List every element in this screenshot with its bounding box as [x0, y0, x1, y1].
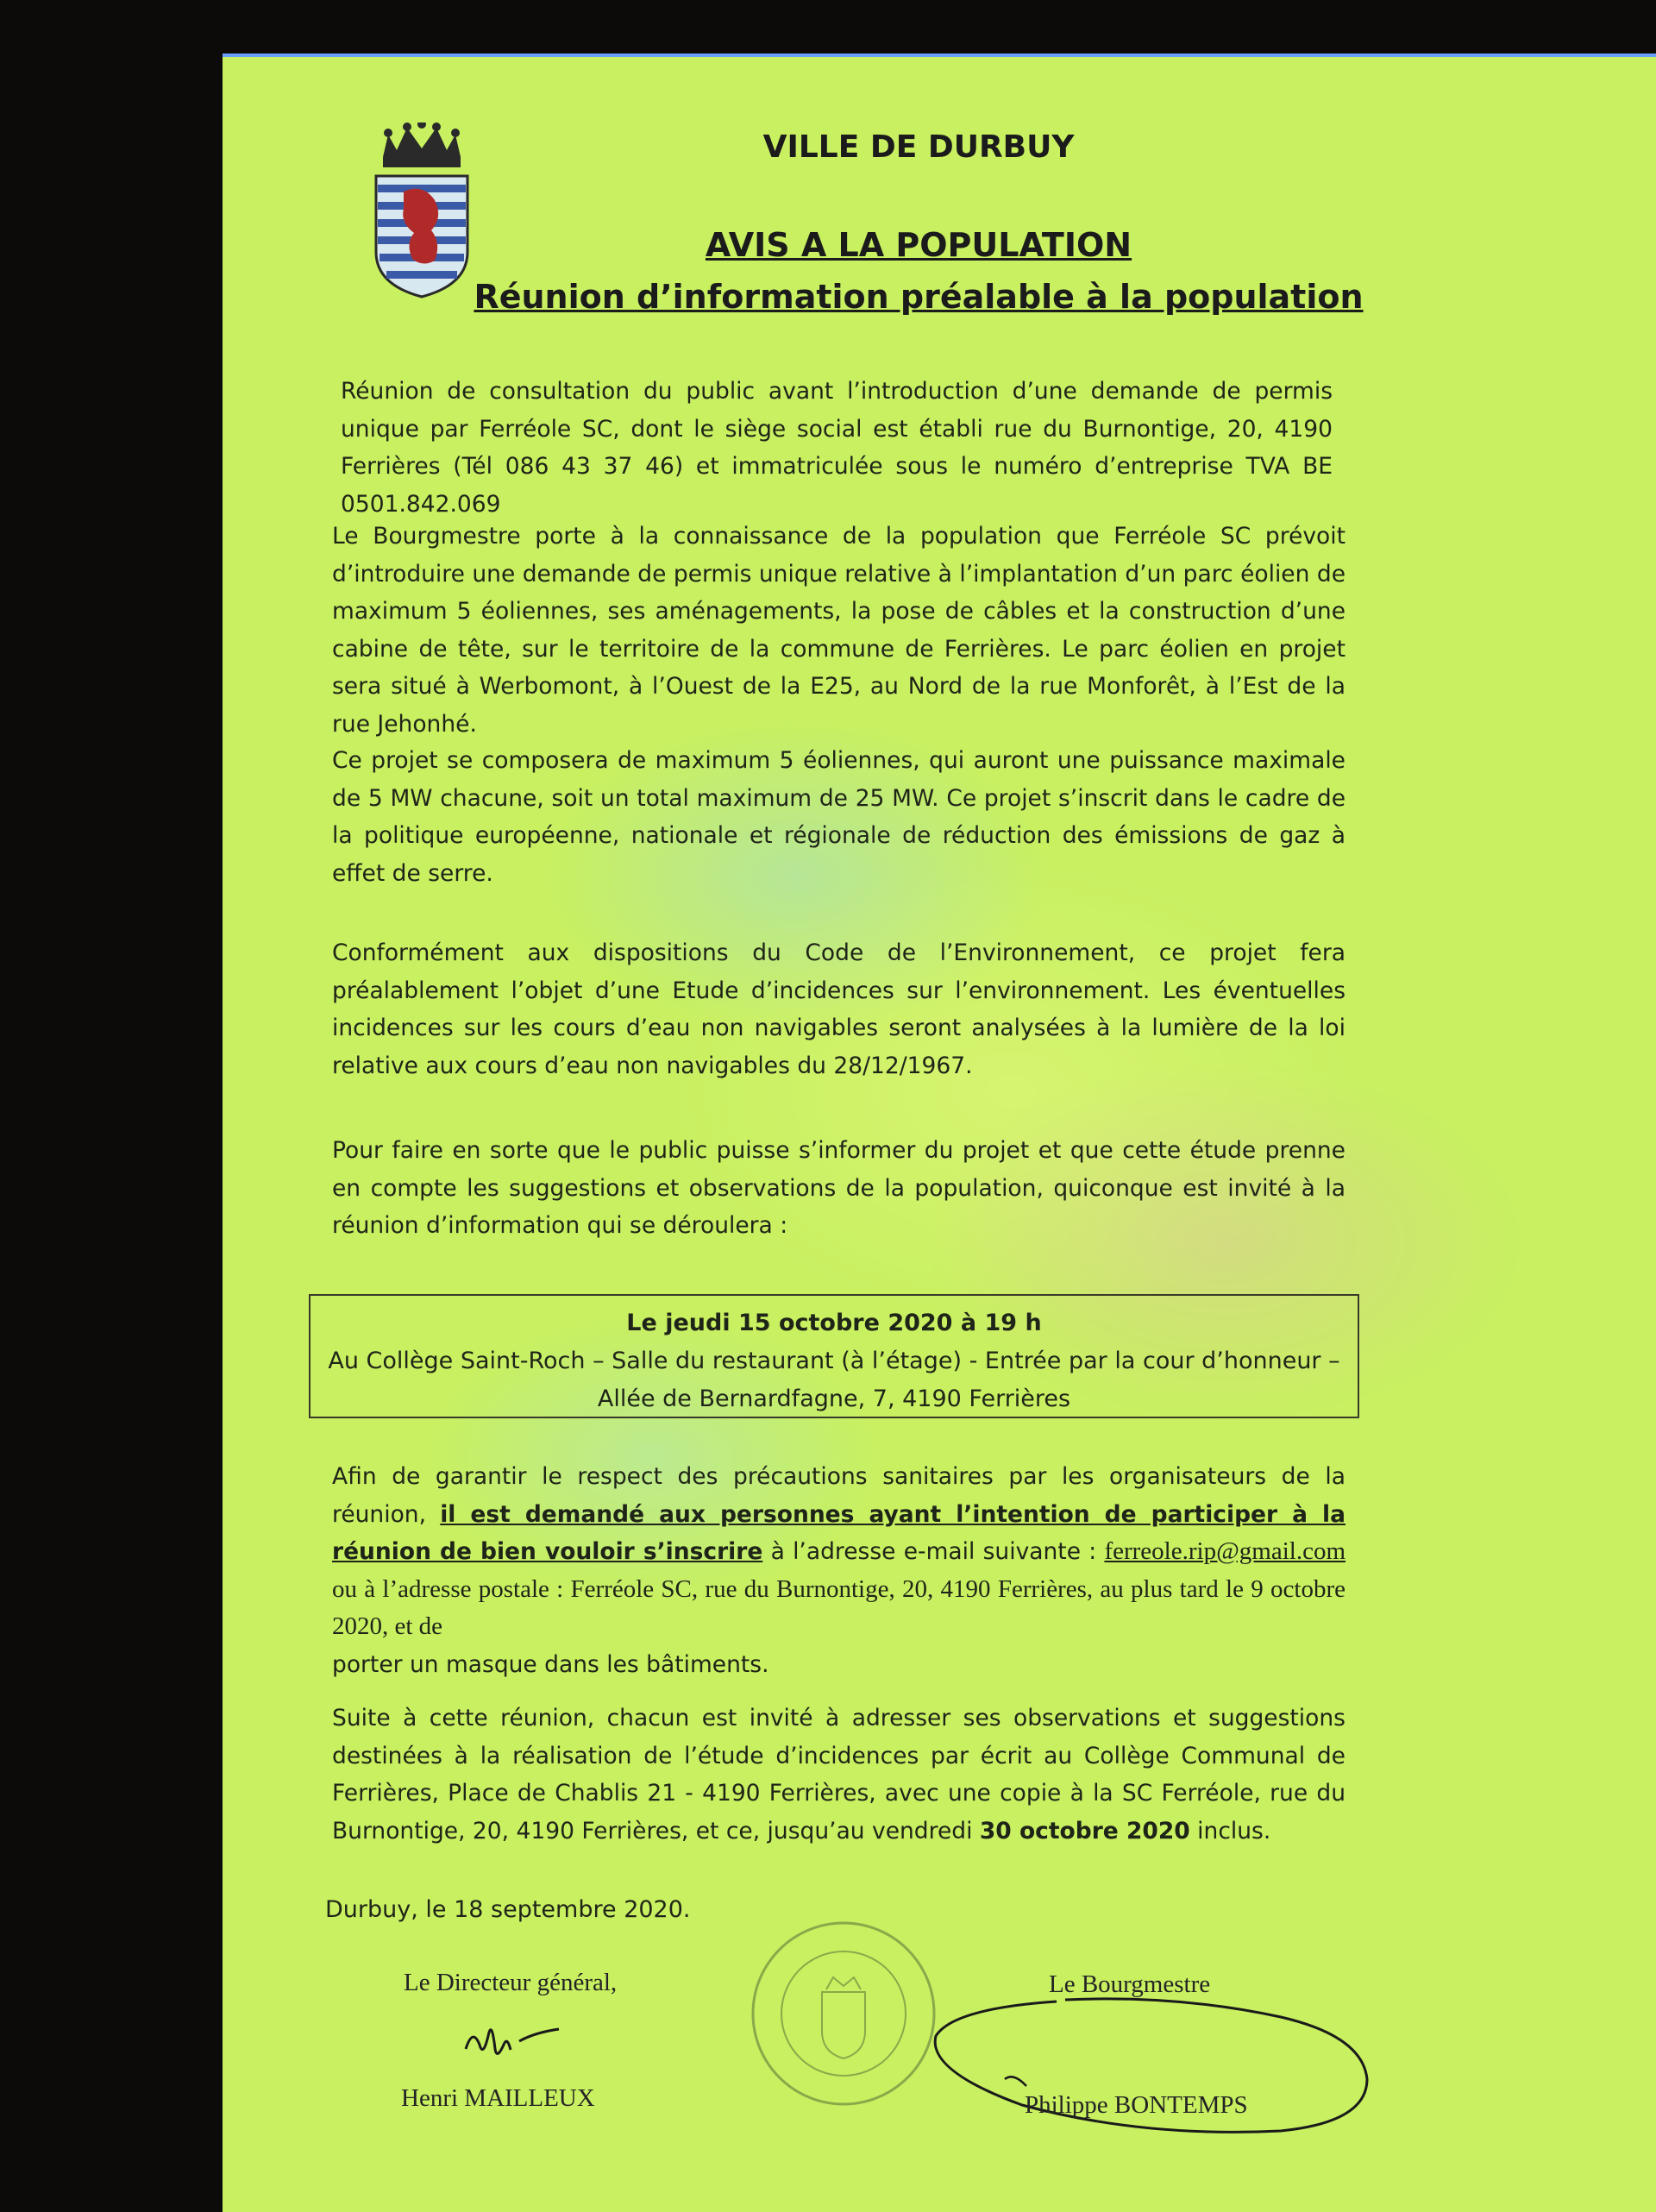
notice-subtitle: Réunion d’information préalable à la population [474, 278, 1364, 316]
director-title: Le Directeur général, [404, 1969, 618, 1996]
registration-email-link[interactable]: ferreole.rip@gmail.com [1104, 1537, 1346, 1565]
capacity-paragraph: Ce projet se composera de maximum 5 éoliennes, qui auront une puissance maximale de 5 MW chacune, soit un total maximum de 25 MW. Ce projet s’inscrit dans le cadre de la politique européenne, nationale et régionale de réduction des émissions de gaz à effet de serre. [332, 747, 1346, 887]
meeting-address: Allée de Bernardfagne, 7, 4190 Ferrières [597, 1386, 1071, 1412]
registration-text-a: Afin de garantir le respect des précautions sanitaires par les organisateurs de la réunion, [332, 1463, 1346, 1528]
director-name: Henri MAILLEUX [401, 2084, 595, 2112]
followup-paragraph [332, 1700, 1346, 1850]
invitation-paragraph: Pour faire en sorte que le public puisse s’informer du projet et que cette étude prenne en compte les suggestions et observations de la population, quiconque est invité à la réunion d’information qui se déroulera : [332, 1137, 1346, 1239]
mayor-signature [919, 1976, 1384, 2148]
mayor-title: Le Bourgmestre [1049, 1970, 1211, 1998]
meeting-info-box [309, 1294, 1359, 1418]
municipal-stamp-icon [740, 1910, 947, 2117]
meeting-location: Au Collège Saint-Roch – Salle du restaurant (à l’étage) - Entrée par la cour d’honneur – [328, 1348, 1340, 1374]
director-signature [457, 2010, 578, 2071]
environment-paragraph: Conformément aux dispositions du Code de l’Environnement, ce projet fera préalablement l’objet d’une Etude d’incidences sur l’environnement. Les éventuelles incidences sur les cours d’eau non navigables seront analysées à la lumière de la loi relative aux cours d’eau non navigables du 28/12/1967. [332, 939, 1346, 1079]
notice-title: AVIS A LA POPULATION [705, 226, 1132, 264]
project-paragraph: Le Bourgmestre porte à la connaissance de la population que Ferréole SC prévoit d’introduire une demande de permis unique relative à l’implantation d’un parc éolien de maximum 5 éoliennes, ses aménagements, la pose de câbles et la construction d’une cabine de tête, sur le territoire de la commune de Ferrières. Le parc éolien en projet sera situé à Werbomont, à l’Ouest de la E25, au Nord de la rue Monforêt, à l’Est de la rue Jehonhé. [332, 523, 1346, 738]
dateline: Durbuy, le 18 septembre 2020. [325, 1896, 691, 1923]
followup-text: Suite à cette réunion, chacun est invité à adresser ses observations et suggestions destinées à la réalisation de l’étude d’incidences par écrit au Collège Communal de Ferrières, Place de Chablis 21 - 4190 Ferrières, avec une copie à la SC Ferréole, rue du Burnontige, 20, 4190 Ferrières, et ce, jusqu’au vendredi [332, 1705, 1346, 1844]
followup-end: inclus. [1189, 1817, 1271, 1844]
registration-paragraph [332, 1458, 1346, 1683]
registration-text-c: à l’adresse e-mail suivante : [762, 1538, 1105, 1565]
registration-mask-text: porter un masque dans les bâtiments. [332, 1650, 769, 1678]
registration-requirement: il est demandé aux personnes ayant l’intention de participer à la réunion de bien vouloir s’inscrire [332, 1500, 1346, 1565]
mayor-name: Philippe BONTEMPS [1025, 2091, 1248, 2119]
intro-paragraph: Réunion de consultation du public avant l’introduction d’une demande de permis unique par Ferréole SC, dont le siège social est établi rue du Burnontige, 20, 4190 Ferrières (Tél 086 43 37 46) et immatriculée sous le numéro d’entreprise TVA BE 0501.842.069 [341, 378, 1333, 518]
meeting-date: Le jeudi 15 octobre 2020 à 19 h [626, 1310, 1042, 1336]
city-title: VILLE DE DURBUY [762, 129, 1075, 165]
registration-postal-address: ou à l’adresse postale : Ferréole SC, rue du Burnontige, 20, 4190 Ferrières, au plus tard le 9 octobre 2020, et de [332, 1574, 1346, 1640]
followup-deadline: 30 octobre 2020 [979, 1817, 1190, 1844]
